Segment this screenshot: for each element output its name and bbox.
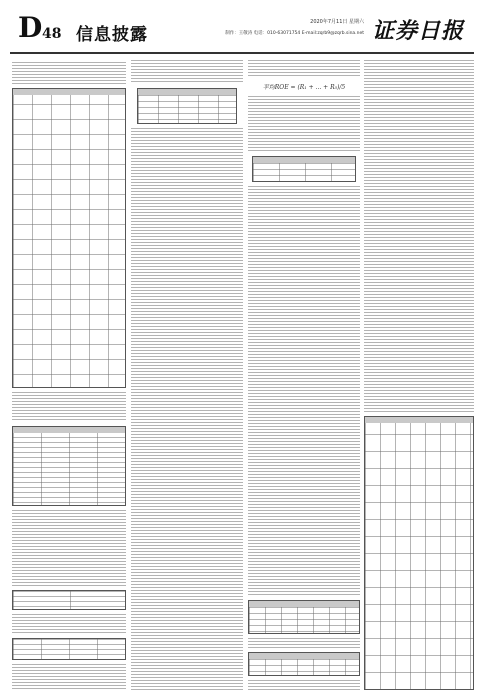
section-letter: D — [18, 11, 43, 44]
text-block — [131, 60, 243, 84]
text-block — [12, 614, 126, 634]
text-block — [248, 680, 360, 690]
data-table — [248, 600, 360, 634]
data-table — [364, 416, 474, 690]
data-table — [12, 638, 126, 660]
column-1 — [12, 60, 126, 690]
formula: 平均ROE = (R₁ + ... + R₅)/5 — [262, 84, 346, 91]
table-header — [13, 427, 125, 433]
table-header — [138, 89, 236, 95]
masthead-rule — [10, 52, 474, 54]
text-block — [12, 62, 126, 84]
column-3 — [248, 60, 360, 690]
page-number: 48 — [42, 26, 62, 42]
text-block — [12, 392, 126, 422]
data-table — [12, 88, 126, 388]
text-block — [248, 60, 360, 78]
date-line: 2020年7月11日 星期六 — [310, 19, 364, 25]
contact-line: 制作：王敬涛 电话：010-63071754 E-mail:zqrb9@zqrb.sina.net — [225, 31, 364, 36]
data-table — [12, 426, 126, 506]
text-block — [248, 186, 360, 596]
table-header — [13, 89, 125, 95]
text-block — [12, 664, 126, 690]
text-block — [131, 128, 243, 690]
text-block — [364, 60, 474, 412]
table-header — [249, 653, 359, 659]
text-block — [12, 510, 126, 586]
table-header — [365, 417, 473, 423]
text-block — [248, 638, 360, 648]
table-header — [253, 157, 355, 163]
data-table — [248, 652, 360, 676]
table-header — [249, 601, 359, 607]
data-table — [137, 88, 237, 124]
newspaper-logo: 证券日报 — [371, 18, 464, 44]
data-table — [12, 590, 126, 610]
text-block — [248, 96, 360, 152]
section-title: 信息披露 — [76, 25, 148, 45]
masthead — [10, 8, 474, 52]
column-4 — [364, 60, 474, 690]
column-2 — [131, 60, 243, 690]
data-table — [252, 156, 356, 182]
